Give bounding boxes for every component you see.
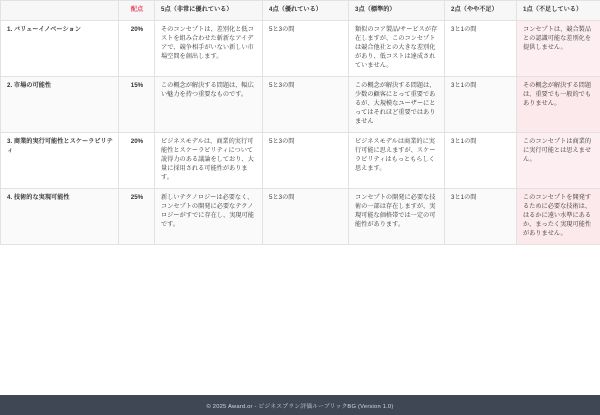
column-header-score-1: 1点（不足している）	[517, 1, 600, 21]
descriptor-score-4: 5と3の間	[263, 20, 349, 76]
descriptor-score-5: ビジネスモデルは、商業的実行可能性とスケーラビリティについて説得力のある議論をしており、大量に採用される可能性があります。	[155, 132, 263, 188]
descriptor-score-5: 新しいテクノロジーは必要なく、コンセプトの開発に必要なテクノロジーがすでに存在し、実現可能です。	[155, 188, 263, 244]
table-body	[1, 20, 600, 244]
table-row	[1, 76, 600, 132]
column-header-score-2: 2点（やや不足）	[445, 1, 517, 21]
table-row	[1, 20, 600, 76]
descriptor-score-4: 5と3の間	[263, 76, 349, 132]
table-row	[1, 188, 600, 244]
header-row	[1, 1, 600, 21]
table-header	[1, 1, 600, 21]
column-header-weight: 配点	[119, 1, 155, 21]
column-header-criterion	[1, 1, 119, 21]
descriptor-score-3: 類似のコア製品/サービスが存在しますが、このコンセプトは競合他社との大きな差別化があり、低コストは達成されていません。	[349, 20, 445, 76]
descriptor-score-3: この概念が解決する問題は、少数の顧客にとって重要であるが、大規模なユーザーにとってはそれほど重要ではありません	[349, 76, 445, 132]
descriptor-score-2: 3と1の間	[445, 132, 517, 188]
descriptor-score-1: このコンセプトは商業的に実行可能とは思えません。	[517, 132, 600, 188]
descriptor-score-1: その概念が解決する問題は、重要でも一般的でもありません。	[517, 76, 600, 132]
column-header-score-5: 5点（非常に優れている）	[155, 1, 263, 21]
criterion-weight: 20%	[119, 20, 155, 76]
descriptor-score-3: コンセプトの開発に必要な技術の一部は存在しますが、実現可能な価格帯では一定の可能性があります。	[349, 188, 445, 244]
column-header-score-4: 4点（優れている）	[263, 1, 349, 21]
descriptor-score-1: コンセプトは、競合製品との認識可能な差別化を提供しません。	[517, 20, 600, 76]
descriptor-score-2: 3と1の間	[445, 20, 517, 76]
criterion-weight: 15%	[119, 76, 155, 132]
descriptor-score-4: 5と3の間	[263, 132, 349, 188]
descriptor-score-3: ビジネスモデルは商業的に実行可能に思えますが、スケーラビリティはもっともらしく思えます。	[349, 132, 445, 188]
descriptor-score-5: この概念が解決する問題は、幅広い魅力を持つ重要なものです。	[155, 76, 263, 132]
page-footer	[0, 395, 600, 415]
criterion-label: 3. 商業的実行可能性とスケーラビリティ	[1, 132, 119, 188]
criterion-label: 2. 市場の可能性	[1, 76, 119, 132]
criterion-label: 1. バリューイノベーション	[1, 20, 119, 76]
criterion-weight: 25%	[119, 188, 155, 244]
table-row	[1, 132, 600, 188]
descriptor-score-1: このコンセプトを開発するために必要な技術は、はるかに遠い水準にあるか、まったく実現可能性がありません。	[517, 188, 600, 244]
descriptor-score-2: 3と1の間	[445, 76, 517, 132]
descriptor-score-4: 5と3の間	[263, 188, 349, 244]
criterion-weight: 20%	[119, 132, 155, 188]
descriptor-score-2: 3と1の間	[445, 188, 517, 244]
footer-text: © 2025 Award.or - ビジネスプラン評価ルーブリックBG (Version 1.0)	[206, 403, 394, 410]
descriptor-score-5: そのコンセプトは、差別化と低コストを組み合わせた斬新なアイデアで、競争相手がいない新しい市場空間を創出します。	[155, 20, 263, 76]
column-header-score-3: 3点（標準的）	[349, 1, 445, 21]
criterion-label: 4. 技術的な実現可能性	[1, 188, 119, 244]
